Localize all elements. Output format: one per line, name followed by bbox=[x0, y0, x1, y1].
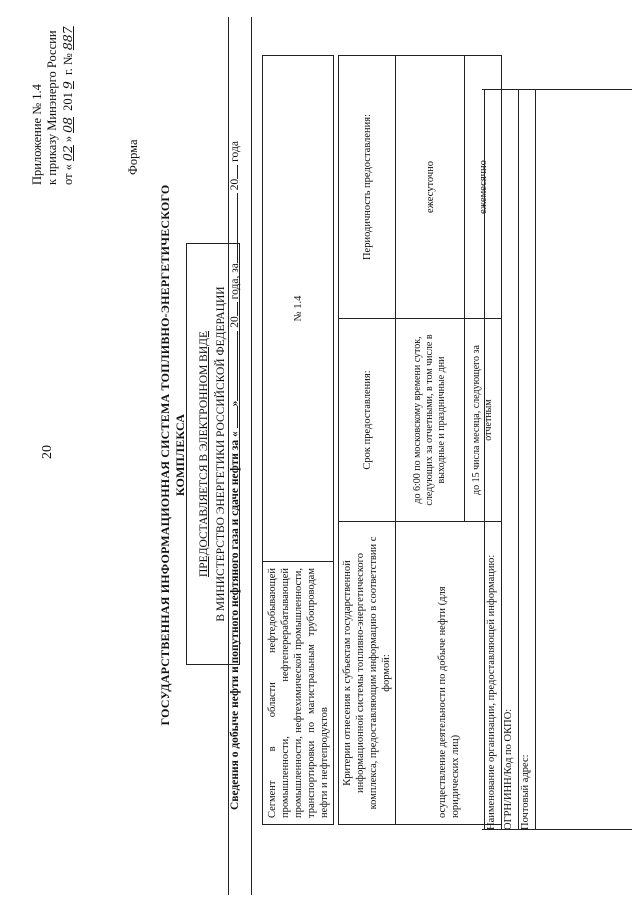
appendix-date-line: от «02»08 2019 г. №887 bbox=[60, 15, 76, 185]
divider bbox=[482, 829, 632, 830]
divider bbox=[501, 90, 502, 830]
handwritten-month: 08 bbox=[60, 117, 75, 133]
provide-line-2: В МИНИСТЕРСТВО ЭНЕРГЕТИКИ РОССИЙСКОЙ ФЕДЕРАЦИИ bbox=[215, 286, 227, 622]
periodicity-header: Периодичность предоставления: bbox=[339, 56, 396, 319]
deadline-daily: до 6:00 по московскому времени суток, следующих за отчетными, в том числе в выходные и праздничные дни bbox=[396, 319, 465, 522]
table-row bbox=[263, 56, 334, 825]
appendix-title: Приложение № 1.4 bbox=[30, 84, 44, 185]
main-title: ГОСУДАРСТВЕННАЯ ИНФОРМАЦИОННАЯ СИСТЕМА ТОПЛИВНО-ЭНЕРГЕТИЧЕСКОГО КОМПЛЕКСА bbox=[158, 184, 187, 726]
divider bbox=[518, 90, 519, 830]
periodicity-daily: ежесуточно bbox=[396, 56, 465, 319]
table-row bbox=[396, 56, 465, 825]
deadline-header: Срок предоставления: bbox=[339, 319, 396, 522]
report-title: Сведения о добыче нефти и попутного нефтяного газа и сдаче нефти за « bbox=[229, 431, 241, 810]
ogrn-label: ОГРН/ИНН/Код по ОКПО: bbox=[503, 708, 514, 830]
divider bbox=[484, 90, 485, 830]
form-number-cell: № 1.4 bbox=[263, 56, 334, 562]
criteria-header: Критерии отнесения к субъектам государственной информационной системы топливно-энергетического комплекса, предоставляющим информацию в соответствии с формой: bbox=[339, 522, 396, 825]
deadline-monthly: до 15 числа месяца, следующего за отчетным bbox=[465, 319, 502, 522]
periodicity-monthly: ежемесячно bbox=[465, 56, 502, 319]
divider bbox=[482, 89, 632, 90]
activity-cell: осуществление деятельности по добыче нефти (для юридических лиц) bbox=[396, 522, 502, 825]
table-row bbox=[339, 56, 396, 825]
provide-line-1: ПРЕДОСТАВЛЯЕТСЯ В ЭЛЕКТРОННОМ ВИДЕ bbox=[198, 330, 210, 578]
org-name-label: Наименование организации, предоставляющей информацию: bbox=[486, 554, 497, 830]
form-label: Форма bbox=[126, 139, 140, 175]
postal-address-label: Почтовый адрес: bbox=[520, 754, 531, 830]
report-title-row: Сведения о добыче нефти и попутного нефтяного газа и сдаче нефти за « » 20 года, за 20 года bbox=[229, 141, 241, 810]
appendix-block bbox=[30, 15, 76, 185]
segment-table bbox=[262, 55, 334, 825]
handwritten-day: 02 bbox=[60, 145, 75, 162]
handwritten-number: 887 bbox=[60, 26, 75, 51]
divider bbox=[535, 90, 536, 830]
criteria-table bbox=[338, 55, 502, 825]
segment-cell: Сегмент в области нефтедобывающей промышленности, нефтеперерабатывающей промышленности, нефтехимической промышленности, транспортировки по магистральным трубопроводам нефти и нефтепродуктов bbox=[263, 562, 334, 825]
handwritten-year: 9 bbox=[60, 81, 75, 90]
appendix-order: к приказу Минэнерго России bbox=[45, 30, 59, 185]
page-number: 20 bbox=[40, 445, 55, 459]
